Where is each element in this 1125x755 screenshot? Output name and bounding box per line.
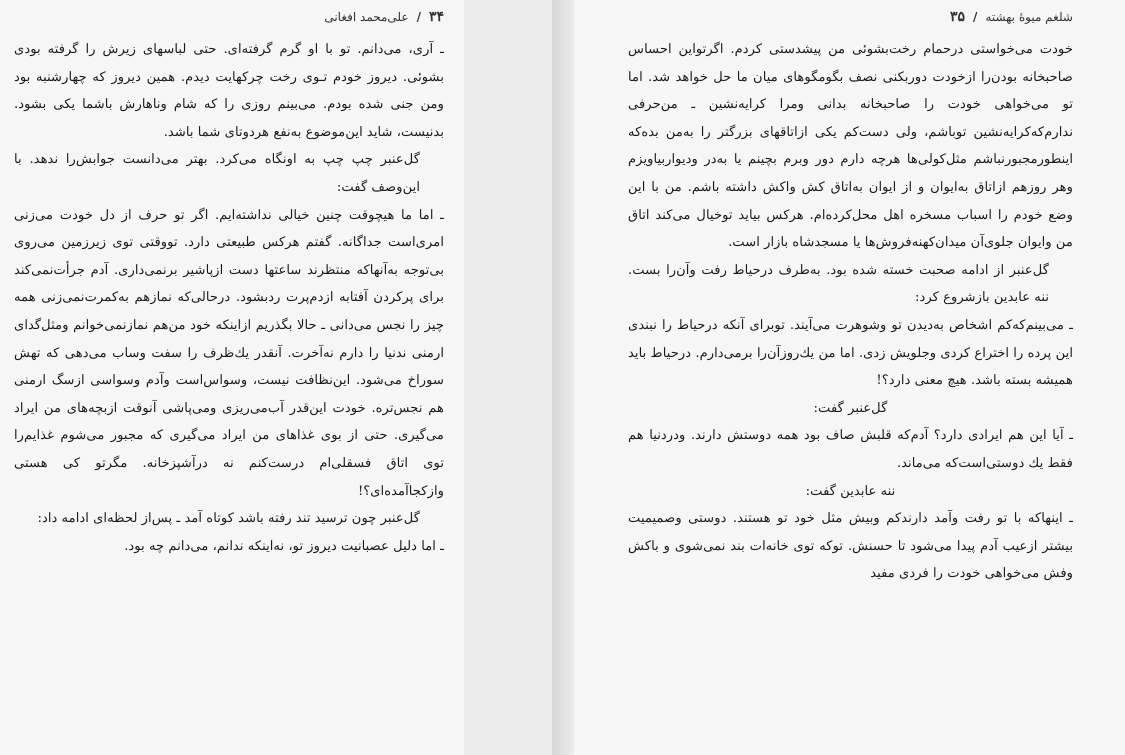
right-page-header: [628, 0, 1073, 34]
paragraph: خودت می‌خواستی درحمام رخت‌بشوئی من پیشدستی کردم. اگرتواین احساس صاحبخانه بودن‌را ازخودت دوربکنی نصف بگومگوهای میان ما حل خواهد شد. اما تو می‌خواهی خودت را صاحبخانه بدانی ومرا کرایه‌نشین ـ من‌حرفی ندارم‌که‌کرایه‌نشین توباشم، ولی دست‌کم یکی ازاتاقهای بزرگتر را به‌من بده‌که اینطورمجبورنباشم مثل‌کولی‌ها هرچه دارم دور وبرم بچینم یا به‌در ودیواربیاویزم وهر روزهم ازاتاق به‌ایوان و از ایوان به‌اتاق کش واکش داشته باشم. من با این وضع خودم را اسباب مسخره اهل محل‌کرده‌ام. هرکس بیاید توخیال می‌کند اتاق من وایوان جلوی‌آن میدان‌کهنه‌فروش‌ها یا مسجدشاه بازار است.: [628, 42, 1073, 251]
paragraph: گل‌عنبر چپ چپ به اونگاه می‌کرد. بهتر می‌دانست جوابش‌را ندهد. با این‌وصف گفت:: [14, 152, 420, 195]
left-page-margin: [464, 0, 552, 755]
paragraph: ـ اینهاکه با تو رفت وآمد دارندکم وبیش مثل خود تو هستند. دوستی وصمیمیت بیشتر ازعیب آدم پیدا می‌شود تا حسنش. توکه توی خانه‌ات بند نمی‌شوی و باکش وفش می‌خواهی خودت را فردی مفید: [628, 511, 1073, 582]
right-page: [574, 0, 1125, 755]
paragraph: گل‌عنبر از ادامه صحبت خسته شده بود. به‌طرف درحیاط رفت وآن‌را بست. ننه عابدین بازشروع کرد:: [628, 262, 1049, 306]
header-separator: /: [973, 10, 978, 24]
left-page-body: [14, 36, 444, 560]
left-page-number: ۳۴: [428, 9, 444, 25]
paragraph: ـ آری، می‌دانم. تو با او گرم گرفته‌ای. حتی لباسهای زیرش را گرفته بودی بشوئی. دیروز خودم تـوی رخت چرکهایت دیدم. همین دیروز که چهارشنبه بود ومن جنی شده بودم. می‌بینم روزی را که شام وناهارش باشما یکی بشود. بدنیست، شاید این‌موضوع به‌نفع هردوتای شما باشد.: [14, 42, 444, 140]
right-page-body: [628, 36, 1073, 588]
paragraph: گل‌عنبر گفت:: [813, 400, 888, 416]
left-page: [0, 0, 464, 755]
paragraph: ـ آیا این هم ایرادی دارد؟ آدم‌که قلبش صاف بود همه دوستش دارند. ودردنیا هم فقط یك دوستی‌است‌که می‌ماند.: [628, 428, 1073, 471]
left-page-header: [14, 0, 444, 34]
paragraph: ـ اما دلیل عصبانیت دیروز تو، نه‌اینکه ندانم، می‌دانم چه بود.: [124, 538, 444, 554]
right-page-number: ۳۵: [949, 9, 965, 25]
chapter-title: شلغم میوهٔ بهشته: [985, 10, 1073, 24]
paragraph: ـ اما ما هیچوقت چنین خیالی نداشته‌ایم. اگر تو حرف از دل خودت می‌زنی امری‌است جداگانه. گفتم هرکس طبیعتی دارد. تووقتی توی زیرزمین می‌روی بی‌توجه به‌آنهاکه منتظرند ساعتها دست ازپاشیر برنمی‌داری. آدم جرأت‌نمی‌کند برای پرکردن آفتابه ازدم‌پرت ردبشود. درحالی‌که نمازهم به‌کمرت‌نمی‌زنی همه چیز را نجس می‌دانی ـ حالا بگذریم ازاینکه خود من‌هم نمازنمی‌خوانم ومثل‌گدای ارمنی ندنیا را دارم نه‌آخرت. آنقدر یك‌ظرف را سفت وساب می‌دهی که تهش سوراخ می‌شود. این‌نظافت نیست، وسواس‌است وآدم وسواسی ازسگ ارمنی هم نجس‌تره. خودت این‌قدر آب‌می‌ریزی ومی‌پاشی آنوقت ازبچه‌های من ایراد می‌گیری. حتی از بوی غذاهای من ایراد می‌گیری که مجبور می‌شوم غذایم‌را توی اتاق فسقلی‌ام درست‌کنم نه درآشپزخانه. مگرتو کی هستی وازکجاآمده‌ای؟!: [14, 207, 444, 499]
paragraph: ننه عابدین گفت:: [805, 483, 896, 499]
book-spine-shadow: [552, 0, 574, 755]
paragraph: ـ می‌بینم‌که‌کم اشخاص به‌دیدن تو وشوهرت می‌آیند. توبرای آنکه درحیاط را نبندی این پرده را اختراع کردی وجلویش زدی. اما من یك‌روزآن‌را برمی‌دارم. درحیاط باید همیشه بسته باشد. هیچ معنی دارد؟!: [628, 317, 1073, 389]
header-separator: /: [416, 10, 421, 24]
paragraph: گل‌عنبر چون ترسید تند رفته باشد کوتاه آمد ـ پس‌از لحظه‌ای ادامه داد:: [37, 511, 420, 527]
author-name: علی‌محمد افغانی: [324, 10, 409, 24]
